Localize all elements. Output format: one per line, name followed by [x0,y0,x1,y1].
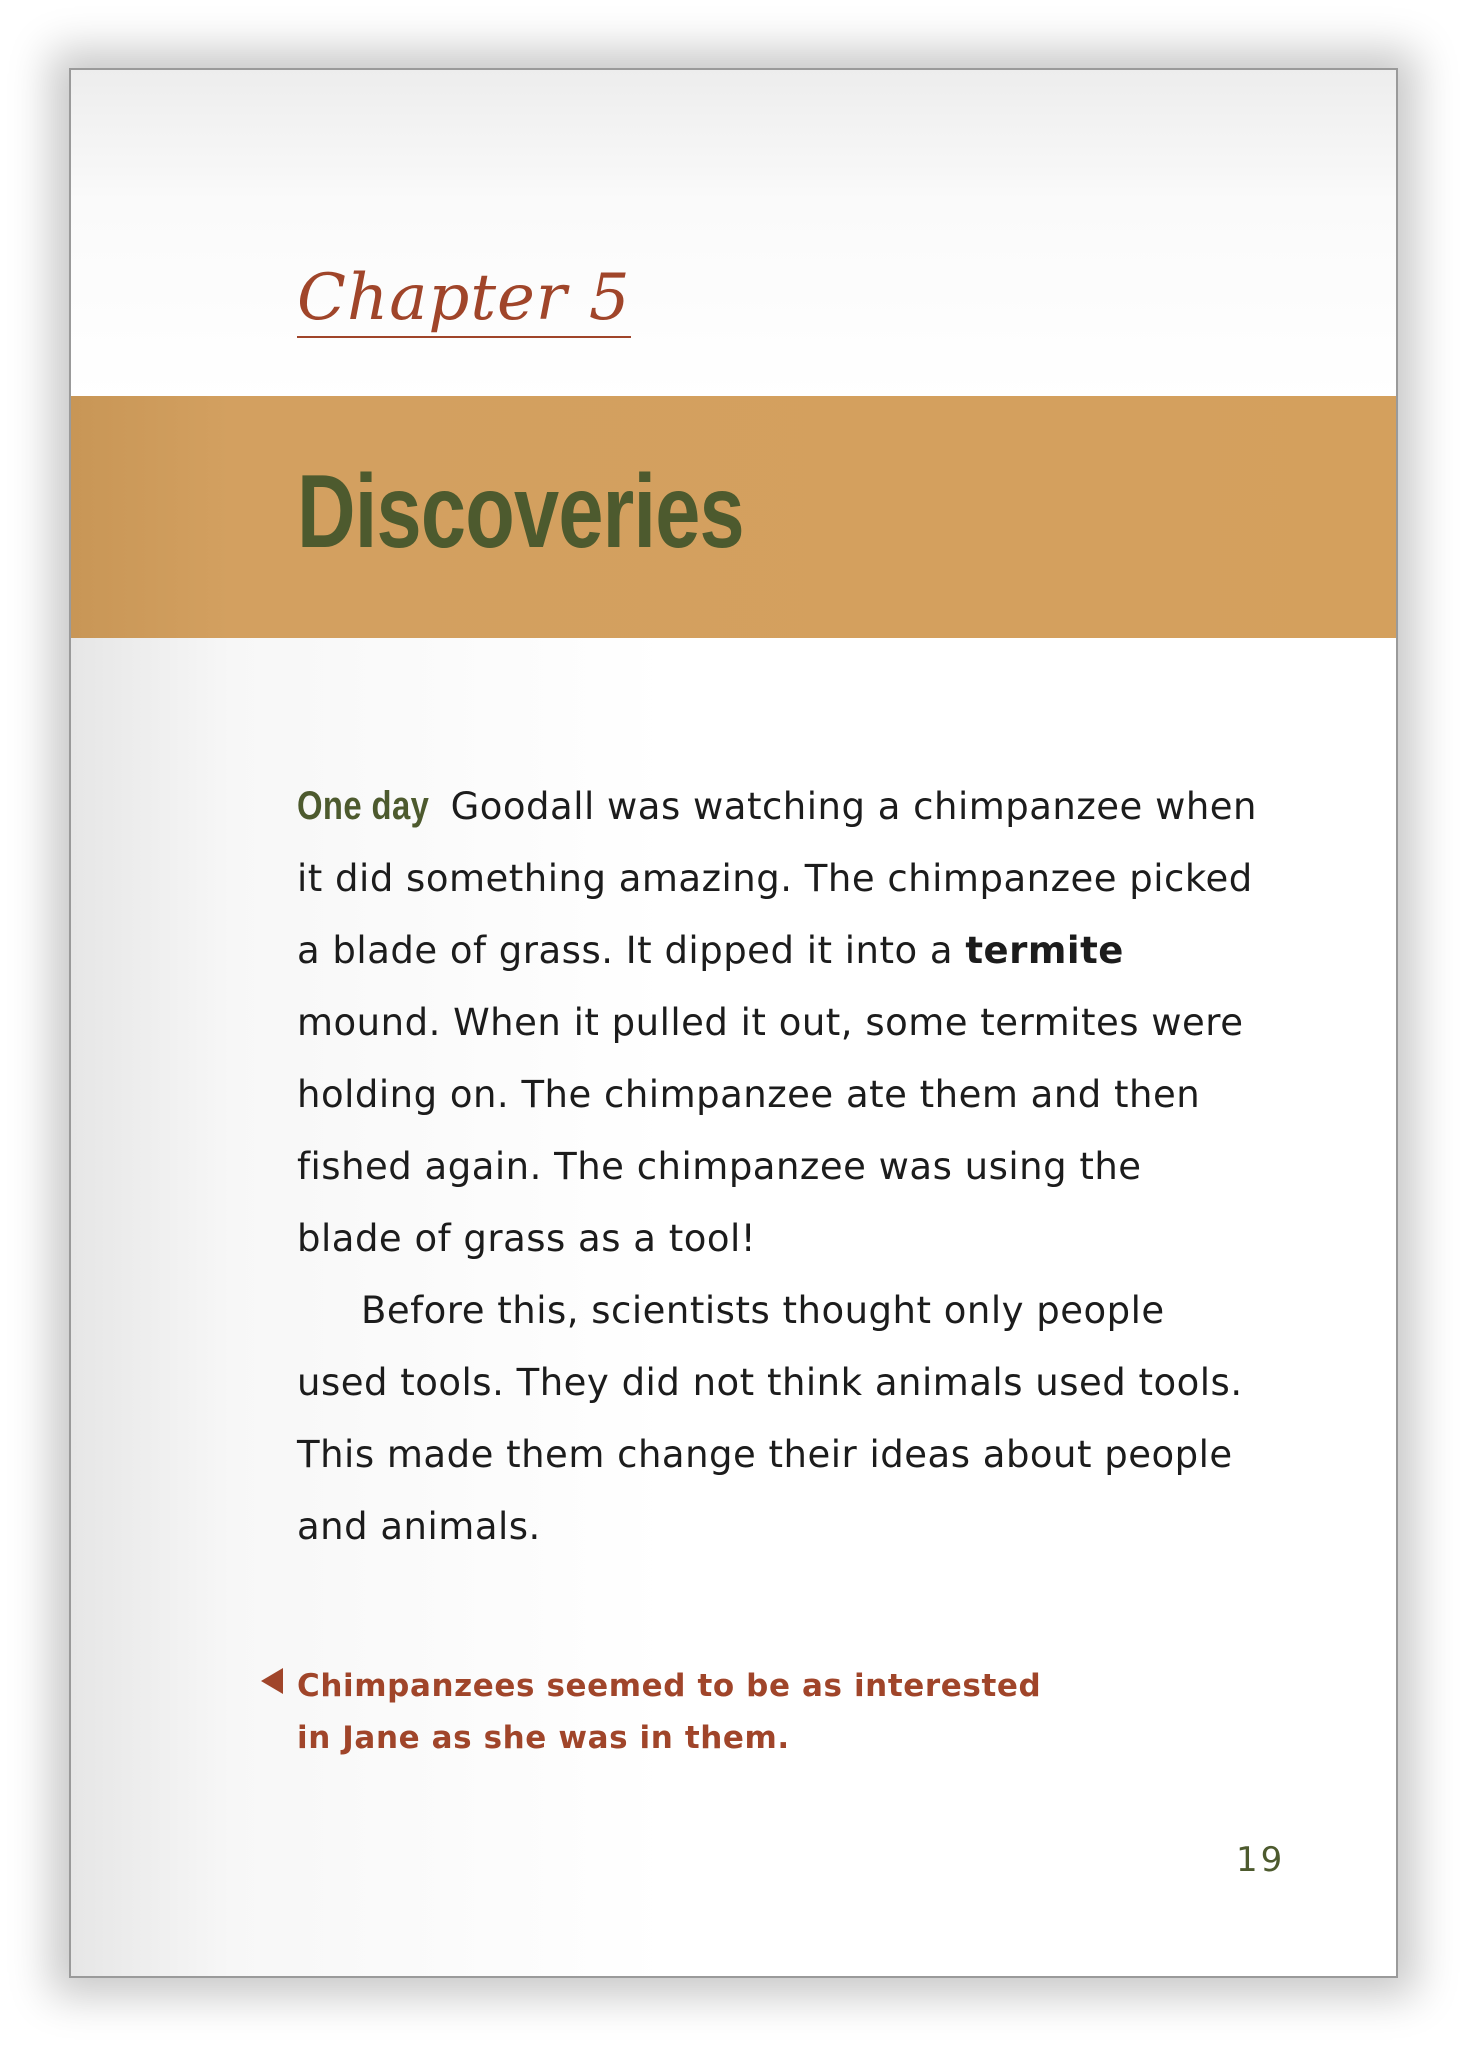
chapter-label: Chapter 5 [297,265,631,338]
page-top-gradient [71,70,1396,400]
paragraph-1 [297,770,1257,1275]
caption-arrow-icon [261,1668,283,1694]
paragraph-1-part-1: Goodall was watching a chimpanzee when it did something amazing. The chimpanzee picked a blade of grass. It dipped it into a [297,785,1258,972]
vocabulary-word: termite [965,929,1124,972]
lead-in: One day [297,784,430,828]
book-page [69,68,1398,1978]
paragraph-2: Before this, scientists thought only people used tools. They did not think animals used tools. This made them change their ideas about people and animals. [297,1289,1243,1548]
body-text [297,770,1257,1563]
photo-caption: Chimpanzees seemed to be as interested in Jane as she was in them. [297,1668,1042,1756]
page-number: 19 [1236,1840,1286,1880]
chapter-title: Discoveries [297,454,744,570]
paragraph-1-part-2: mound. When it pulled it out, some termites were holding on. The chimpanzee ate them and then fished again. The chimpanzee was using the blade of grass as a tool! [297,1001,1244,1260]
